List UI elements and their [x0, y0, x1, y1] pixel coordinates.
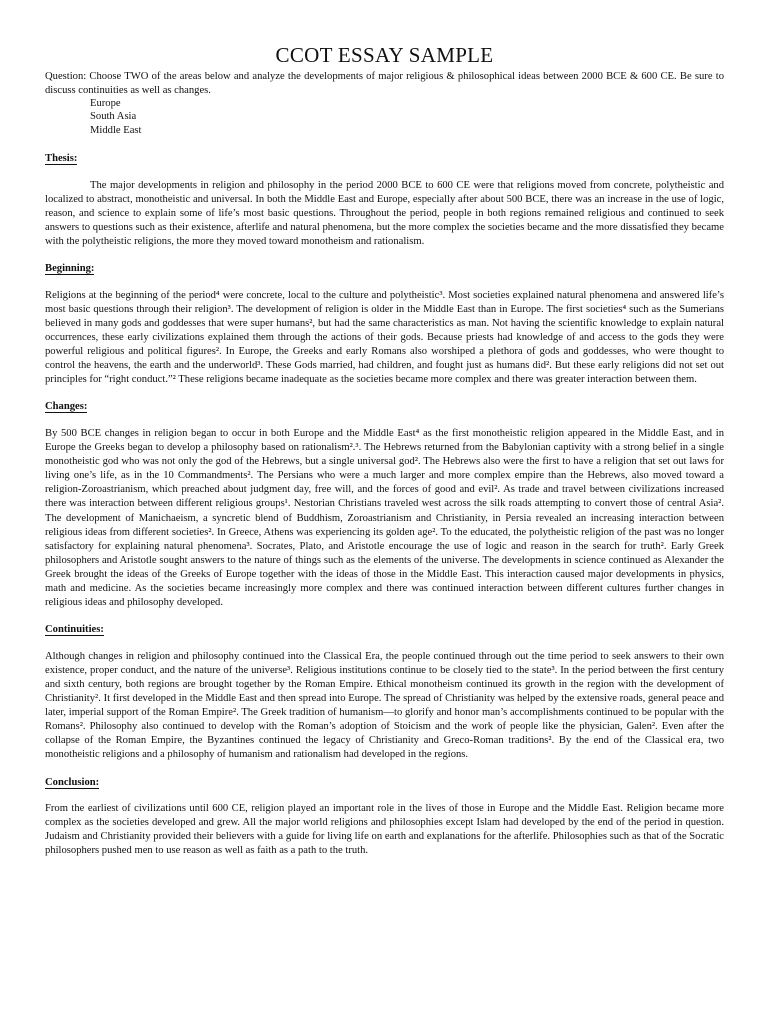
area-item-south-asia: South Asia	[90, 111, 137, 123]
thesis-paragraph: The major developments in religion and philosophy in the period 2000 BCE to 600 CE were that religions moved from concrete, polytheistic and localized to abstract, monotheistic and universal. In both the Middle East and Europe, especially after about 500 BCE, there was an increase in the use of logic, reason, and science to explain some of life’s most basic questions. Throughout the period, people in both regions remained religious and continued to seek answers to questions such as their existence, afterlife and natural phenomena, but the more complex the societies became and the more dissatisfied they became with the polytheistic religions, the more they moved toward monotheism and rationalism.	[45, 179, 724, 248]
area-item-middle-east: Middle East	[90, 124, 142, 136]
area-item-europe: Europe	[90, 98, 121, 110]
changes-paragraph: By 500 BCE changes in religion began to occur in both Europe and the Middle East⁴ as the first monotheistic religion appeared in the Middle East, and in Europe the Greeks began to develop a philosophy based on rationalism².³. The Hebrews returned from the Babylonian captivity with a strong belief in a single monotheistic god who was not only the god of the Hebrews, but a single universal god². The Hebrews also were the first to have a religion that set out laws for living one’s life, as in the 10 Commandments². The Persians who were a much larger and more complex empire than the Hebrews, also moved toward a religion-Zoroastrianism, which preached about judgment day, free will, and the forces of good and evil². As trade and travel between civilizations increased there was interaction between different religious groups¹. Nestorian Christians traveled west across the silk roads attempting to convert those of central Asia². The development of Manichaeism, a syncretic blend of Buddhism, Zoroastrianism and Christianity, in Persia revealed an increasing interaction between religious ideas from different societies². In Greece, Athens was experiencing its golden age². To the educated, the polytheistic religion of the past was no longer satisfactory for explaining natural phenomena³. Socrates, Plato, and Aristotle encourage the use of logic and reason in the search for truth². Early Greek philosophers and Aristotle sought answers to the nature of things such as the elements of the universe. The developments in science continued as Alexander the Greek brought the ideas of the Greeks of Europe together with the ideas of those in the Middle East. This interaction caused major developments in physics, math and medicine. As the societies became increasingly more complex and there was continued interaction between different cultures further changes in religious ideas and philosophy developed.	[45, 427, 724, 609]
beginning-heading	[45, 262, 724, 276]
beginning-paragraph: Religions at the beginning of the period⁴ were concrete, local to the culture and polytheistic³. Most societies explained natural phenomena and answered life’s most basic questions through their religion³. The development of religion is older in the Middle East than in Europe. The first societies⁴ such as the Sumerians believed in many gods and goddesses that were super humans², but had the same characteristics as man. Not having the scientific knowledge to explain natural occurrences, these early civilizations explained them through the actions of their gods. Because priests had knowledge of and access to the gods they were powerful religious and political figures². In Europe, the Greeks and early Romans also worshiped a plethora of gods and goddesses, who were thought to control the heavens, the earth and the underworld³. These Gods married, had children, and fought just as humans did². But these early religions did not set out principles for “right conduct.”² These religions became inadequate as the societies became more complex and there was greater interaction between them.	[45, 289, 724, 386]
thesis-heading	[45, 152, 724, 166]
changes-heading-text: Changes:	[45, 401, 88, 413]
thesis-heading-text: Thesis:	[45, 153, 78, 165]
conclusion-heading	[45, 776, 724, 790]
conclusion-heading-text: Conclusion:	[45, 776, 100, 788]
conclusion-paragraph: From the earliest of civilizations until 600 CE, religion played an important role in the lives of those in Europe and the Middle East. Religion became more complex as the societies developed and grew. All the major world religions and philosophies except Islam had developed by the end of the period in question. Judaism and Christianity provided their believers with a guide for living life on earth and explanations for the afterlife. Philosophies such as that of the Socratic philosophers pushed men to use reason as well as faith as a path to the truth.	[45, 803, 724, 857]
changes-heading	[45, 400, 724, 414]
continuities-paragraph: Although changes in religion and philosophy continued into the Classical Era, the people continued through out the time period to seek answers to their own existence, proper conduct, and the nature of the universe³. Religious institutions continue to be closely tied to the state³. In the period between the first century and sixth century, both regions are brought together by the Roman Empire. Ethical monotheism continued its growth in the region with the development of Christianity². It first developed in the Middle East and then spread into Europe. The spread of Christianity was helped by the extensive roads, general peace and later, imperial support of the Roman Empire². The Greek tradition of humanism—to glorify and honor man’s accomplishments continued to be popular with the Romans². Philosophy also continued to develop with the Roman’s adoption of Stoicism and the work of people like the physician, Galen². Even after the collapse of the Roman Empire, the Byzantines continued the legacy of Christianity and Greco-Roman traditions². By the end of the Classical era, two monotheistic religions and a philosophy of humanism and rationalism had developed in the regions.	[45, 650, 724, 761]
essay-question: Question: Choose TWO of the areas below and analyze the developments of major religious & philosophical ideas between 2000 BCE & 600 CE. Be sure to discuss continuities as well as changes.	[45, 71, 724, 96]
document-title: CCOT ESSAY SAMPLE	[275, 43, 494, 67]
area-list	[45, 97, 724, 137]
beginning-heading-text: Beginning:	[45, 263, 95, 275]
continuities-heading-text: Continuities:	[45, 624, 104, 636]
continuities-heading	[45, 623, 724, 637]
